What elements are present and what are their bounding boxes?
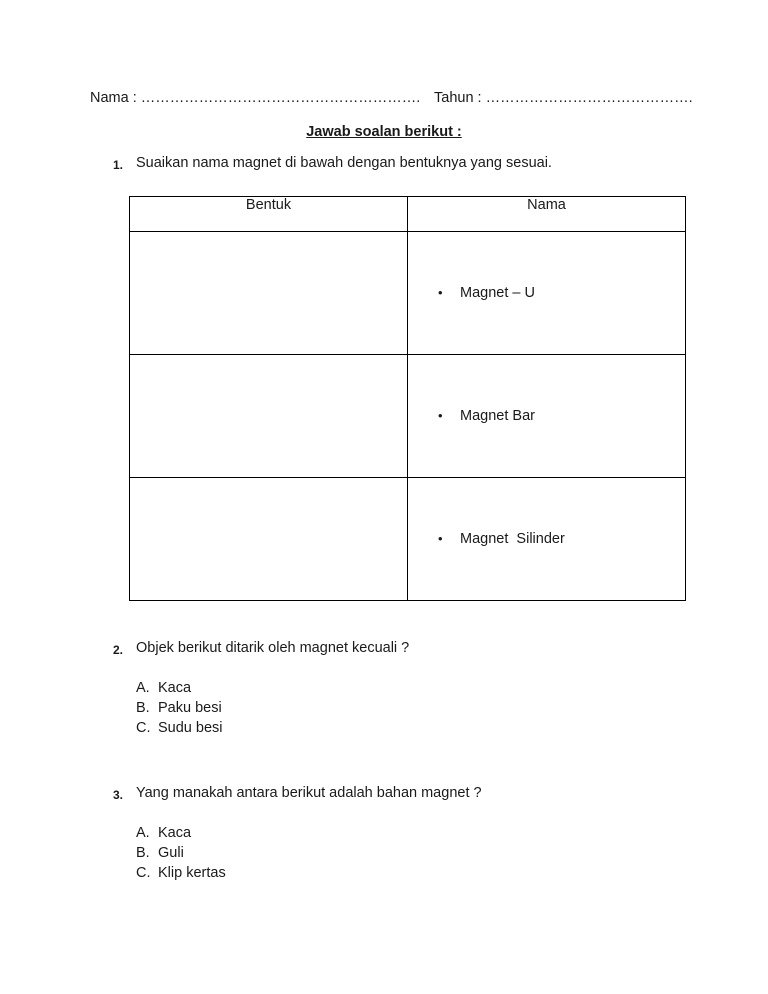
- question-1-text: Suaikan nama magnet di bawah dengan bentuknya yang sesuai.: [136, 155, 552, 171]
- question-1-number: 1.: [113, 158, 124, 172]
- magnet-name: Magnet Silinder: [460, 531, 565, 547]
- bullet-icon: •: [438, 285, 443, 300]
- column-header-shape: Bentuk: [130, 197, 408, 232]
- table-row: [130, 478, 686, 601]
- magnet-name: Magnet Bar: [460, 408, 535, 424]
- name-cell: [408, 355, 686, 478]
- shape-cell: [130, 232, 408, 355]
- option-text: Kaca: [158, 680, 192, 696]
- name-cell: [408, 232, 686, 355]
- option-text: Sudu besi: [158, 720, 223, 736]
- option-a: [136, 823, 226, 843]
- option-b: [136, 843, 226, 863]
- option-b: [136, 698, 223, 718]
- matching-table: [129, 196, 686, 601]
- worksheet-title: Jawab soalan berikut :: [306, 124, 462, 140]
- shape-cell: [130, 355, 408, 478]
- name-cell: [408, 478, 686, 601]
- bullet-icon: •: [438, 408, 443, 423]
- option-text: Paku besi: [158, 700, 222, 716]
- shape-cell: [130, 478, 408, 601]
- option-letter: A.: [136, 825, 150, 841]
- question-2-text: Objek berikut ditarik oleh magnet kecuali ?: [136, 640, 410, 656]
- option-letter: C.: [136, 720, 151, 736]
- question-3-number: 3.: [113, 788, 124, 802]
- option-letter: A.: [136, 680, 150, 696]
- option-letter: C.: [136, 865, 151, 881]
- option-c: [136, 863, 226, 883]
- question-3-options: [136, 823, 226, 883]
- year-field-label: Tahun : …………………………………….: [434, 90, 693, 106]
- option-text: Klip kertas: [158, 865, 226, 881]
- name-field-label: Nama : ………………………………………………….: [90, 90, 421, 106]
- column-header-name: Nama: [408, 197, 686, 232]
- table-row: [130, 232, 686, 355]
- table-row: [130, 355, 686, 478]
- question-3-text: Yang manakah antara berikut adalah bahan magnet ?: [136, 785, 482, 801]
- option-letter: B.: [136, 845, 150, 861]
- option-text: Kaca: [158, 825, 192, 841]
- question-2-options: [136, 678, 223, 738]
- option-a: [136, 678, 223, 698]
- option-letter: B.: [136, 700, 150, 716]
- option-text: Guli: [158, 845, 184, 861]
- magnet-name: Magnet – U: [460, 285, 535, 301]
- bullet-icon: •: [438, 531, 443, 546]
- question-2-number: 2.: [113, 643, 124, 657]
- option-c: [136, 718, 223, 738]
- table-header-row: [130, 197, 686, 232]
